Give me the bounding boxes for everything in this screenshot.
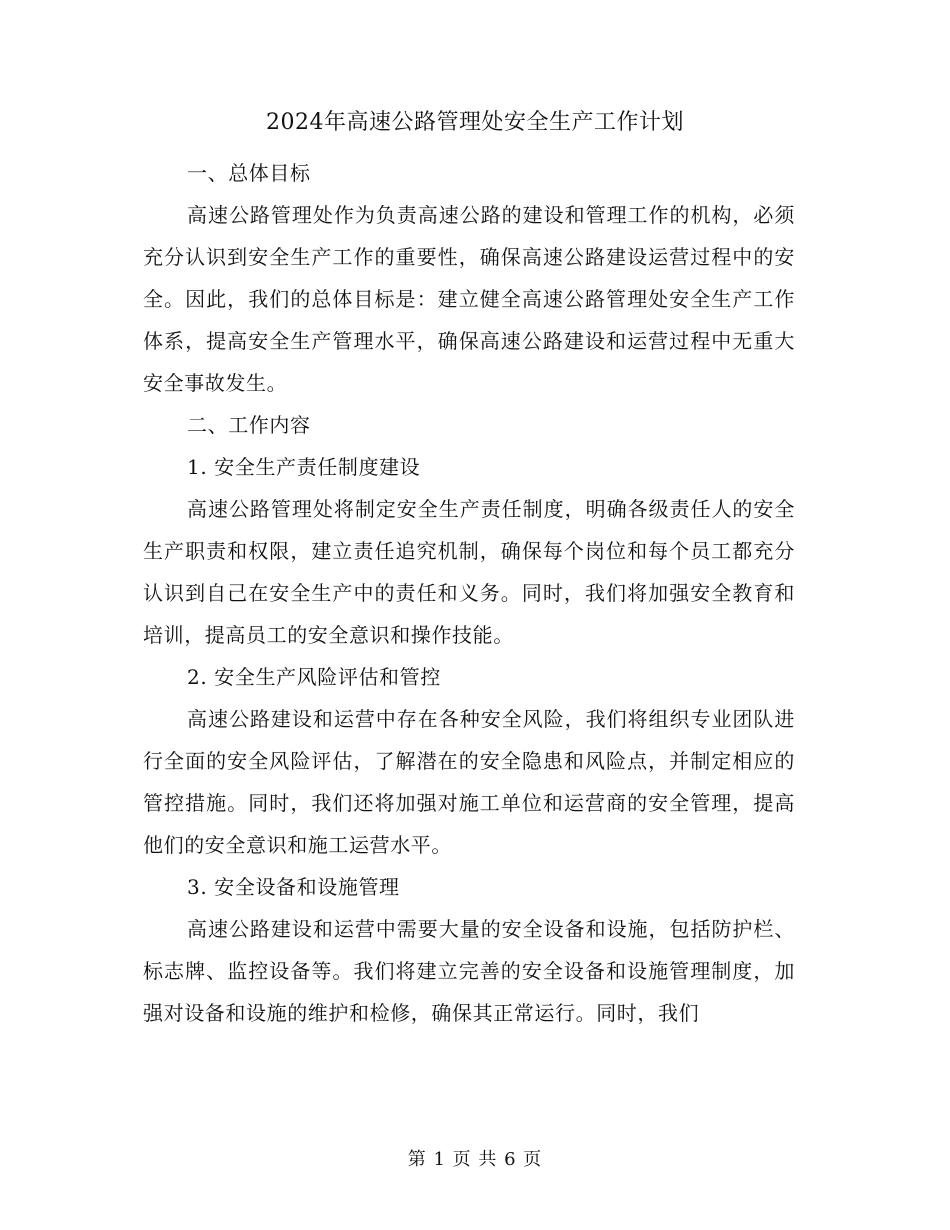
subheading-equipment-management: 3. 安全设备和设施管理 [187,875,400,899]
paragraph-risk-assessment: 高速公路建设和运营中存在各种安全风险，我们将组织专业团队进行全面的安全风险评估，了解潜在的安全隐患和风险点，并制定相应的管控措施。同时，我们还将加强对施工单位和运营商的安全管理，提高他们的安全意识和施工运营水平。 [143,707,795,857]
subheading-risk-assessment: 2. 安全生产风险评估和管控 [187,665,441,689]
document-body [143,152,795,1034]
paragraph-responsibility-system: 高速公路管理处将制定安全生产责任制度，明确各级责任人的安全生产职责和权限，建立责任追究机制，确保每个岗位和每个员工都充分认识到自己在安全生产中的责任和义务。同时，我们将加强安全教育和培训，提高员工的安全意识和操作技能。 [143,497,795,647]
page-footer: 第 1 页 共 6 页 [407,1149,543,1170]
section-heading-overall-goal: 一、总体目标 [187,161,311,185]
section-heading-work-content: 二、工作内容 [187,413,311,437]
paragraph-overall-goal: 高速公路管理处作为负责高速公路的建设和管理工作的机构，必须充分认识到安全生产工作的重要性，确保高速公路建设运营过程中的安全。因此，我们的总体目标是：建立健全高速公路管理处安全生产工作体系，提高安全生产管理水平，确保高速公路建设和运营过程中无重大安全事故发生。 [143,203,795,395]
subheading-responsibility-system: 1. 安全生产责任制度建设 [187,455,421,479]
paragraph-equipment-management: 高速公路建设和运营中需要大量的安全设备和设施，包括防护栏、标志牌、监控设备等。我们将建立完善的安全设备和设施管理制度，加强对设备和设施的维护和检修，确保其正常运行。同时，我们 [143,917,795,1025]
document-title: 2024年高速公路管理处安全生产工作计划 [266,110,684,135]
